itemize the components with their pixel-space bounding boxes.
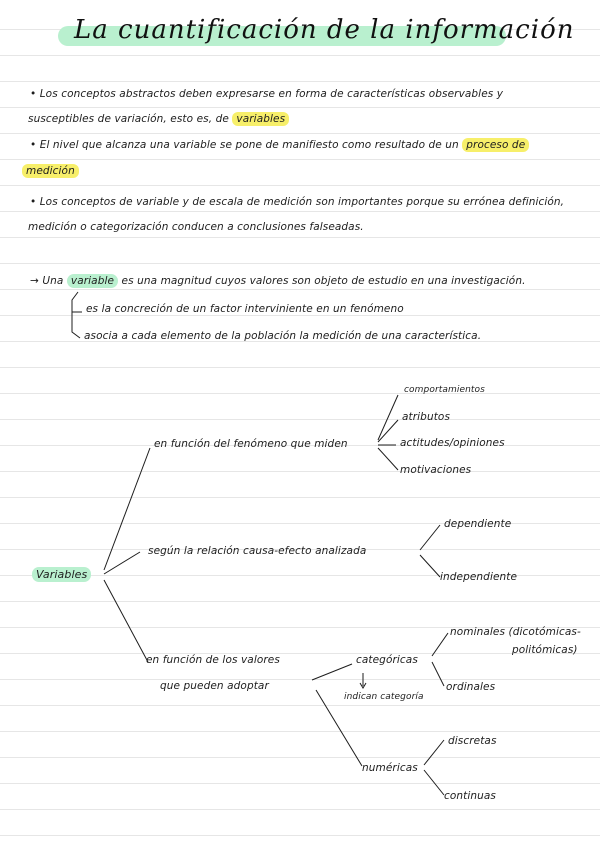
node-numericas: numéricas xyxy=(362,762,418,774)
definition-sub-2: asocia a cada elemento de la población la medición de una característica. xyxy=(84,330,482,342)
node-categoricas: categóricas xyxy=(356,654,418,666)
page-title: La cuantificación de la información xyxy=(74,15,575,45)
arrow-icon: → xyxy=(30,275,39,287)
item-atributos: atributos xyxy=(402,411,451,423)
diagram-root: Variables xyxy=(32,568,91,581)
highlight-variable: variable xyxy=(67,274,118,288)
item-independiente: independiente xyxy=(440,571,518,583)
bullet-1-text: susceptibles de variación, esto es, de xyxy=(28,113,229,125)
definition-text: es una magnitud cuyos valores son objeto de estudio en una investigación. xyxy=(121,275,526,287)
item-nominales: nominales (dicotómicas- xyxy=(450,626,581,638)
item-discretas: discretas xyxy=(448,735,497,747)
definition-sub-1: es la concreción de un factor interviniente en un fenómeno xyxy=(86,303,404,315)
bullet-3-line-1: • Los conceptos de variable y de escala de medición son importantes porque su errónea definición, xyxy=(30,196,565,208)
branch-valores-1: en función de los valores xyxy=(146,654,280,666)
highlight-variables: variables xyxy=(232,112,289,126)
item-comportamientos: comportamientos xyxy=(404,385,485,395)
item-politomicas: politómicas) xyxy=(512,644,578,656)
item-actitudes: actitudes/opiniones xyxy=(400,437,505,449)
bullet-1-line-1: • Los conceptos abstractos deben expresarse en forma de características observables y xyxy=(30,88,504,100)
bullet-3-line-2: medición o categorización conducen a conclusiones falseadas. xyxy=(28,221,364,233)
item-ordinales: ordinales xyxy=(446,681,496,693)
highlight-medicion: medición xyxy=(22,164,79,178)
item-motivaciones: motivaciones xyxy=(400,464,472,476)
branch-valores-2: que pueden adoptar xyxy=(160,680,269,692)
definition-pre: Una xyxy=(42,275,64,287)
item-continuas: continuas xyxy=(444,790,497,802)
highlight-proceso: proceso de xyxy=(462,138,529,152)
bullet-2-text: • El nivel que alcanza una variable se pone de manifiesto como resultado de un xyxy=(30,139,459,151)
branch-fenomeno: en función del fenómeno que miden xyxy=(154,438,348,450)
branch-causa-efecto: según la relación causa-efecto analizada xyxy=(148,545,367,557)
item-dependiente: dependiente xyxy=(444,518,512,530)
note-indican-categoria: indican categoría xyxy=(344,692,424,702)
